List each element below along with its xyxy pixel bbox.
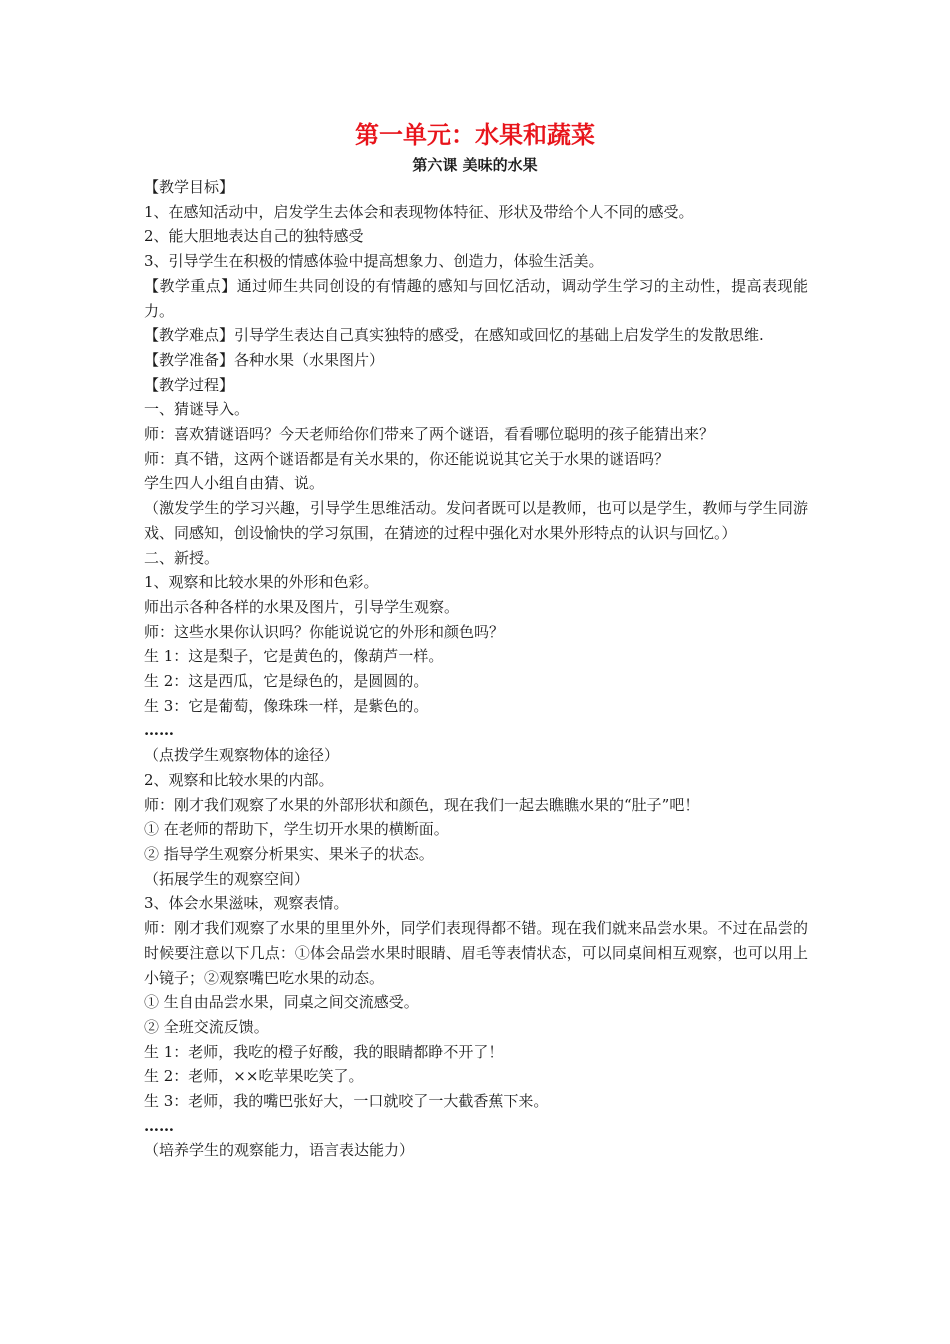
paragraph: 生 1：这是梨子，它是黄色的，像葫芦一样。 xyxy=(144,647,444,666)
paragraph: ② 指导学生观察分析果实、果米子的状态。 xyxy=(144,844,434,863)
paragraph: 师：这些水果你认识吗？你能说说它的外形和颜色吗？ xyxy=(144,622,505,641)
paragraph: 生 1：老师，我吃的橙子好酸，我的眼睛都睁不开了！ xyxy=(144,1042,504,1061)
lesson-subtitle: 第六课 美味的水果 xyxy=(412,156,538,174)
ellipsis: …… xyxy=(144,721,174,740)
paragraph: 师：真不错，这两个谜语都是有关水果的，你还能说说其它关于水果的谜语吗？ xyxy=(144,449,670,468)
paragraph: 生 2：这是西瓜，它是绿色的，是圆圆的。 xyxy=(144,672,429,691)
ellipsis: …… xyxy=(144,1116,174,1135)
paragraph: ① 在老师的帮助下，学生切开水果的横断面。 xyxy=(144,820,449,839)
paragraph: 1、观察和比较水果的外形和色彩。 xyxy=(144,573,379,592)
paragraph: 【教学目标】 xyxy=(144,178,235,196)
paragraph: 生 3：老师，我的嘴巴张好大，一口就咬了一大截香蕉下来。 xyxy=(144,1092,549,1111)
paragraph: 【教学难点】引导学生表达自己真实独特的感受，在感知或回忆的基础上启发学生的发散思维. xyxy=(144,326,764,345)
paragraph: 3、体会水果滋味，观察表情。 xyxy=(144,894,349,913)
paragraph: ① 生自由品尝水果，同桌之间交流感受。 xyxy=(144,993,419,1012)
paragraph: 2、观察和比较水果的内部。 xyxy=(144,770,334,789)
paragraph: 二、新授。 xyxy=(144,548,220,567)
document-body xyxy=(144,175,808,1163)
paragraph: 师：刚才我们观察了水果的外部形状和颜色，现在我们一起去瞧瞧水果的“肚子”吧！ xyxy=(144,795,700,814)
paragraph: （拓展学生的观察空间） xyxy=(144,869,310,888)
paragraph: （激发学生的学习兴趣，引导学生思维活动。发问者既可以是教师，也可以是学生，教师与学生同游戏、同感知，创设愉快的学习氛围，在猜迹的过程中强化对水果外形特点的认识与回忆。） xyxy=(144,499,808,542)
paragraph: 生 3：它是葡萄，像珠珠一样，是紫色的。 xyxy=(144,696,429,715)
paragraph: 1、在感知活动中，启发学生去体会和表现物体特征、形状及带给个人不同的感受。 xyxy=(144,202,694,221)
paragraph: 【教学重点】通过师生共同创设的有情趣的感知与回忆活动，调动学生学习的主动性，提高表现能力。 xyxy=(144,276,808,320)
paragraph: 师：喜欢猜谜语吗？今天老师给你们带来了两个谜语，看看哪位聪明的孩子能猜出来？ xyxy=(144,425,715,444)
paragraph: 2、能大胆地表达自己的独特感受 xyxy=(144,227,364,246)
paragraph: 师出示各种各样的水果及图片，引导学生观察。 xyxy=(144,597,460,616)
paragraph: 一、猜谜导入。 xyxy=(144,400,250,419)
paragraph: 3、引导学生在积极的情感体验中提高想象力、创造力，体验生活美。 xyxy=(144,252,604,271)
paragraph: （培养学生的观察能力，语言表达能力） xyxy=(144,1141,415,1160)
paragraph: 师：刚才我们观察了水果的里里外外，同学们表现得都不错。现在我们就来品尝水果。不过在品尝的时候要注意以下几点：①体会品尝水果时眼睛、眉毛等表情状态，可以同桌间相互观察，也可以用上小镜子；②观察嘴巴吃水果的动态。 xyxy=(144,919,808,987)
paragraph: 学生四人小组自由猜、说。 xyxy=(144,474,325,493)
paragraph: 生 2：老师，××吃苹果吃笑了。 xyxy=(144,1067,364,1086)
document-title: 第一单元：水果和蔬菜 xyxy=(355,121,595,149)
paragraph: （点拨学生观察物体的途径） xyxy=(144,746,340,765)
paragraph: 【教学准备】各种水果（水果图片） xyxy=(144,350,385,369)
paragraph: 【教学过程】 xyxy=(144,375,235,394)
paragraph: ② 全班交流反馈。 xyxy=(144,1017,269,1036)
